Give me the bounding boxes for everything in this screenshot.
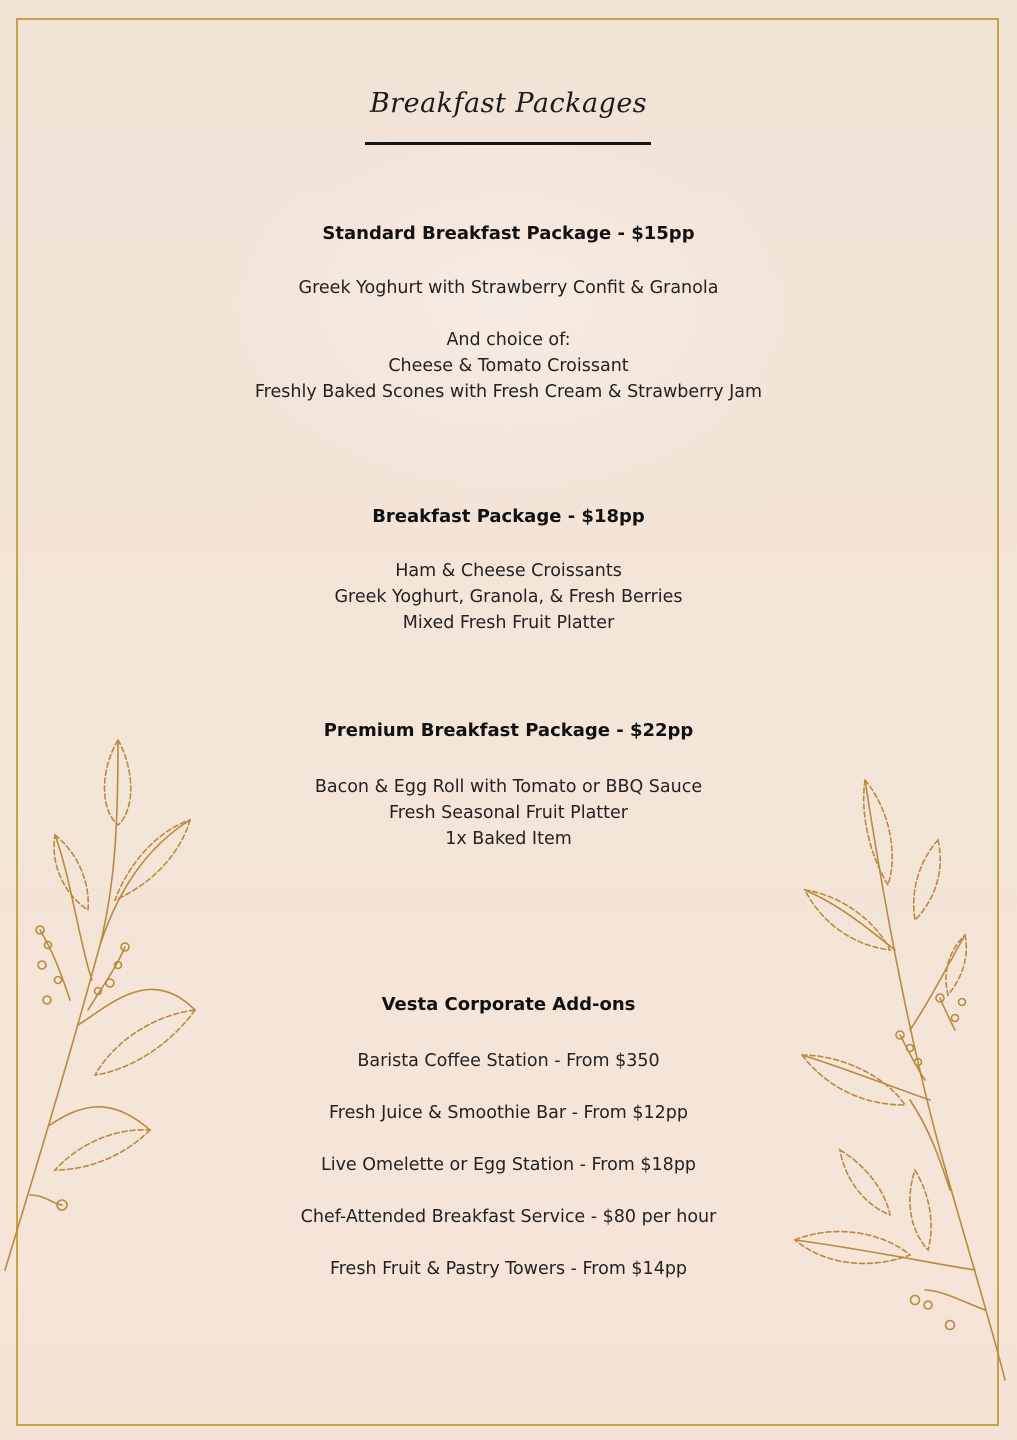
- section-breakfast: [0, 504, 1017, 636]
- menu-item: 1x Baked Item: [445, 829, 572, 849]
- menu-item: Greek Yoghurt, Granola, & Fresh Berries: [334, 587, 683, 607]
- menu-item: Bacon & Egg Roll with Tomato or BBQ Sauce: [314, 777, 703, 797]
- menu-item: Ham & Cheese Croissants: [395, 561, 622, 581]
- section-corporate-addons: [0, 992, 1017, 1282]
- section-heading: Premium Breakfast Package - $22pp: [323, 720, 694, 741]
- section-heading: Breakfast Package - $18pp: [372, 506, 645, 527]
- menu-item: Greek Yoghurt with Strawberry Confit & Granola: [298, 278, 719, 298]
- title-underline: [365, 142, 651, 145]
- menu-item: Fresh Seasonal Fruit Platter: [389, 803, 628, 823]
- section-heading: Vesta Corporate Add-ons: [381, 994, 636, 1015]
- section-heading: Standard Breakfast Package - $15pp: [322, 223, 695, 244]
- addon-item: Chef-Attended Breakfast Service - $80 per hour: [300, 1207, 717, 1227]
- addon-item: Fresh Fruit & Pastry Towers - From $14pp: [329, 1259, 688, 1279]
- addon-item: Live Omelette or Egg Station - From $18pp: [320, 1155, 697, 1175]
- menu-note: And choice of:: [446, 330, 571, 350]
- section-standard-breakfast: [0, 221, 1017, 405]
- addon-item: Barista Coffee Station - From $350: [357, 1051, 660, 1071]
- menu-item: Cheese & Tomato Croissant: [388, 356, 629, 376]
- page-title: Breakfast Packages: [369, 88, 648, 119]
- section-premium-breakfast: [0, 718, 1017, 852]
- addon-item: Fresh Juice & Smoothie Bar - From $12pp: [328, 1103, 689, 1123]
- menu-item: Freshly Baked Scones with Fresh Cream & Strawberry Jam: [254, 382, 763, 402]
- menu-item: Mixed Fresh Fruit Platter: [402, 613, 615, 633]
